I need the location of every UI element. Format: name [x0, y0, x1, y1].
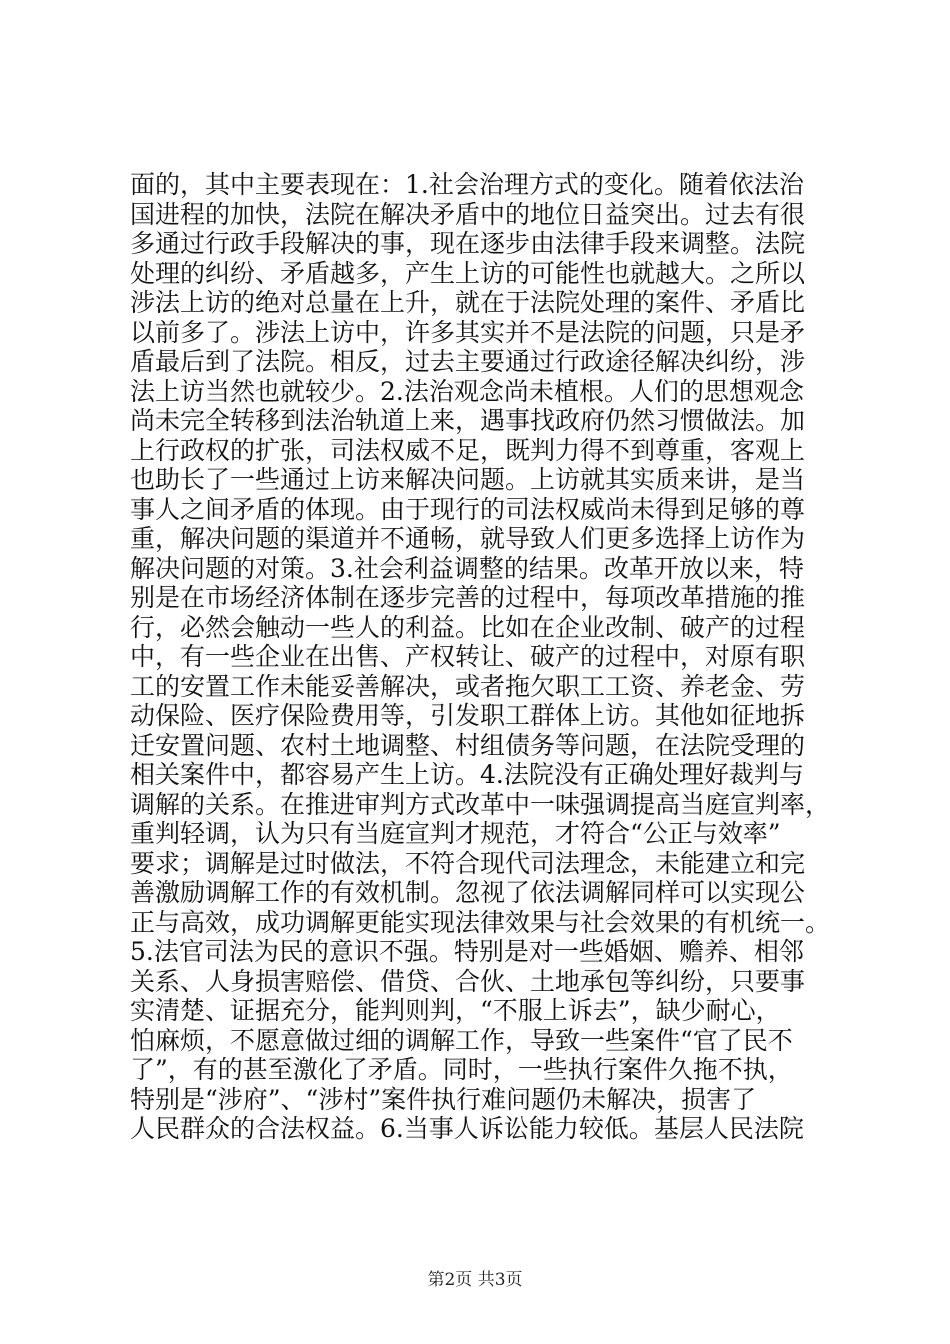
text-line: 实清楚、证据充分，能判则判，“不服上诉去”，缺少耐心， — [130, 996, 781, 1025]
text-line: 也助长了一些通过上访来解决问题。上访就其实质来讲，是当 — [130, 465, 806, 494]
text-line: 以前多了。涉法上访中，许多其实并不是法院的问题，只是矛 — [130, 317, 806, 347]
text-line: 法上访当然也就较少。2.法治观念尚未植根。人们的思想观念 — [130, 376, 804, 406]
text-line: 要求；调解是过时做法，不符合现代司法理念，未能建立和完 — [130, 848, 806, 878]
text-line: 重，解决问题的渠道并不通畅，就导致人们更多选择上访作为 — [130, 524, 806, 553]
text-line: 解决问题的对策。3.社会利益调整的结果。改革开放以来，特 — [130, 553, 804, 583]
text-line: 面的，其中主要表现在：1.社会治理方式的变化。随着依法治 — [130, 170, 804, 199]
page-footer: 第2页 共3页 — [427, 1270, 523, 1290]
text-line: 处理的纠纷、矛盾越多，产生上访的可能性也就越大。之所以 — [130, 258, 806, 288]
text-line: 重判轻调，认为只有当庭宣判才规范，才符合“公正与效率” — [130, 819, 781, 848]
text-line: 多通过行政手段解决的事，现在逐步由法律手段来调整。法院 — [130, 229, 806, 258]
text-line: 行，必然会触动一些人的利益。比如在企业改制、破产的过程 — [130, 612, 806, 642]
text-line: 别是在市场经济体制在逐步完善的过程中，每项改革措施的推 — [130, 583, 806, 612]
text-line: 涉法上访的绝对总量在上升，就在于法院处理的案件、矛盾比 — [130, 288, 806, 317]
text-line: 迁安置问题、农村土地调整、村组债务等问题，在法院受理的 — [130, 730, 806, 760]
text-line: 中，有一些企业在出售、产权转让、破产的过程中，对原有职 — [130, 642, 806, 671]
text-line: 调解的关系。在推进审判方式改革中一味强调提高当庭宣判率， — [130, 789, 831, 819]
text-line: 怕麻烦，不愿意做过细的调解工作，导致一些案件“官了民不 — [130, 1025, 793, 1055]
text-line: 事人之间矛盾的体现。由于现行的司法权威尚未得到足够的尊 — [130, 494, 806, 524]
document-body — [130, 170, 830, 1144]
text-line: 5.法官司法为民的意识不强。特别是对一些婚姻、赡养、相邻 — [130, 937, 804, 966]
text-line: 相关案件中，都容易产生上访。4.法院没有正确处理好裁判与 — [130, 760, 804, 789]
text-line: 了”，有的甚至激化了矛盾。同时，一些执行案件久拖不执， — [130, 1055, 793, 1084]
text-line: 人民群众的合法权益。6.当事人诉讼能力较低。基层人民法院 — [130, 1114, 804, 1143]
text-line: 特别是“涉府”、“涉村”案件执行难问题仍未解决，损害了 — [130, 1084, 757, 1114]
text-line: 善激励调解工作的有效机制。忽视了依法调解同样可以实现公 — [130, 878, 806, 907]
text-line: 盾最后到了法院。相反，过去主要通过行政途径解决纠纷，涉 — [130, 347, 806, 376]
text-line: 工的安置工作未能妥善解决，或者拖欠职工工资、养老金、劳 — [130, 671, 806, 701]
text-line: 上行政权的扩张，司法权威不足，既判力得不到尊重，客观上 — [130, 435, 806, 465]
text-line: 国进程的加快，法院在解决矛盾中的地位日益突出。过去有很 — [130, 199, 806, 229]
text-line: 正与高效，成功调解更能实现法律效果与社会效果的有机统一。 — [130, 907, 831, 937]
text-line: 关系、人身损害赔偿、借贷、合伙、土地承包等纠纷，只要事 — [130, 966, 806, 996]
text-line: 尚未完全转移到法治轨道上来，遇事找政府仍然习惯做法。加 — [130, 406, 806, 435]
text-line: 动保险、医疗保险费用等，引发职工群体上访。其他如征地拆 — [130, 701, 806, 730]
